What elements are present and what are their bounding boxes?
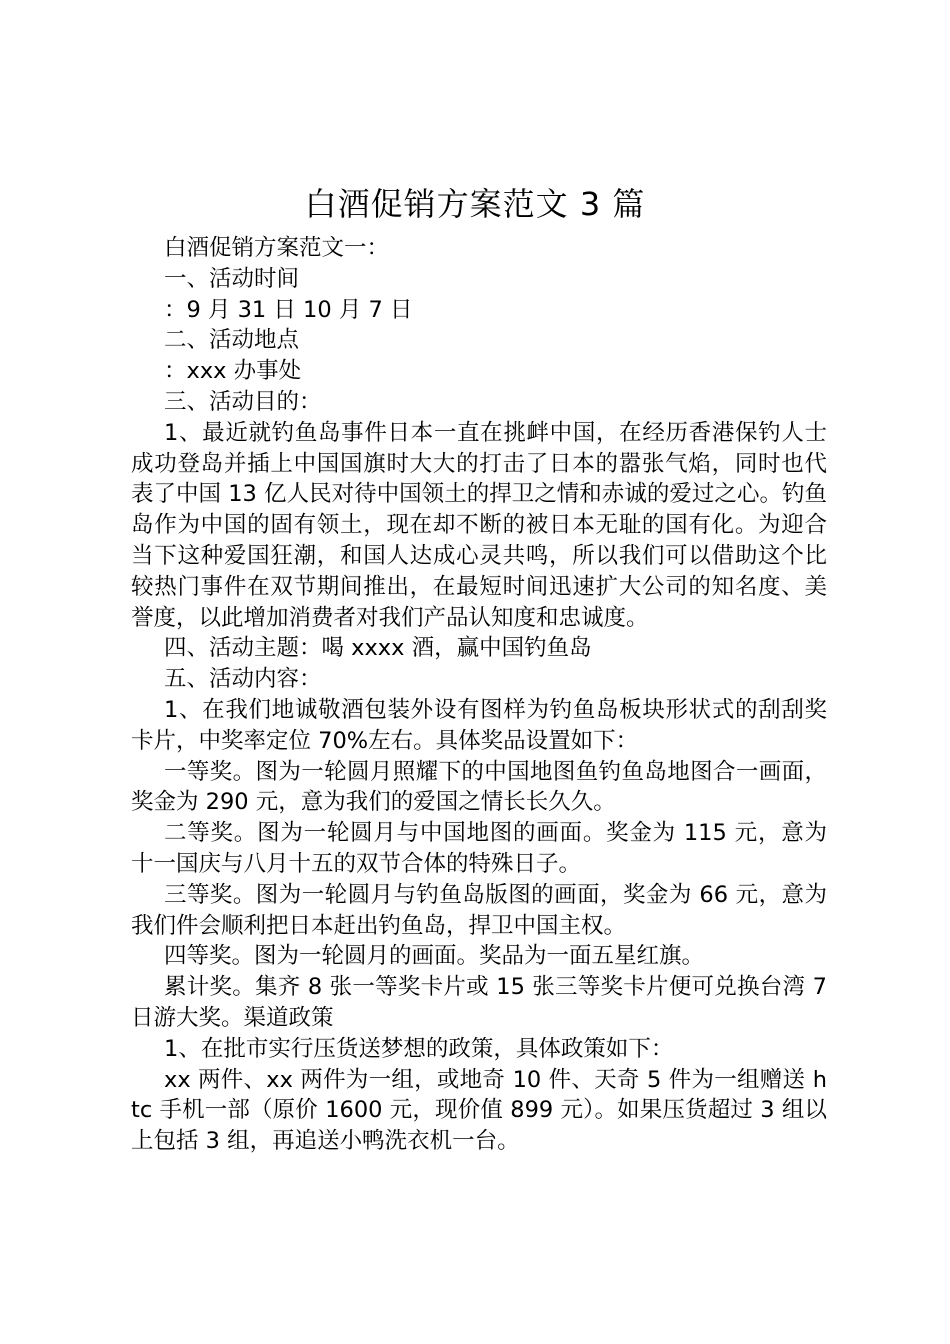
paragraph-intro: 白酒促销方案范文一： [164,235,390,261]
heading-activity-time: 一、活动时间 [164,265,300,292]
paragraph-first-prize: 一等奖。图为一轮圆月照耀下的中国地图鱼钓鱼岛地图合一画面，奖金为 290 元，意为我们的爱国之情长长久久。 [131,758,827,816]
heading-activity-theme: 四、活动主题：喝 xxxx 酒，赢中国钓鱼岛 [164,635,592,662]
activity-location-value: ：xxx 办事处 [164,358,302,385]
activity-time-value: ：9 月 31 日 10 月 7 日 [164,296,413,323]
heading-activity-purpose: 三、活动目的： [164,388,322,415]
paragraph-scratch-card: 1、在我们地诚敬酒包装外设有图样为钓鱼岛板块形状式的刮刮奖卡片，中奖率定位 70%左右。具体奖品设置如下： [131,696,827,754]
paragraph-fourth-prize: 四等奖。图为一轮圆月的画面。奖品为一面五星红旗。 [164,943,705,970]
document-body [131,233,827,1157]
paragraph-policy-detail: xx 两件、xx 两件为一组，或地奇 10 件、天奇 5 件为一组赠送 htc 手机一部（原价 1600 元，现价值 899 元）。如果压货超过 3 组以上包括 3 组，再追送小鸭洗衣机一台。 [131,1066,827,1155]
paragraph-third-prize: 三等奖。图为一轮圆月与钓鱼岛版图的画面，奖金为 66 元，意为我们件会顺利把日本赶出钓鱼岛，捍卫中国主权。 [131,881,827,939]
paragraph-cumulative-prize: 累计奖。集齐 8 张一等奖卡片或 15 张三等奖卡片便可兑换台湾 7 日游大奖。渠道政策 [131,974,827,1031]
paragraph-second-prize: 二等奖。图为一轮圆月与中国地图的画面。奖金为 115 元，意为十一国庆与八月十五的双节合体的特殊日子。 [131,820,827,877]
paragraph-purpose: 1、最近就钓鱼岛事件日本一直在挑衅中国，在经历香港保钓人士成功登岛并插上中国国旗时大大的打击了日本的嚣张气焰，同时也代表了中国 13 亿人民对待中国领土的捍卫之情和赤诚的爱过之心。钓鱼岛作为中国的固有领土，现在却不断的被日本无耻的国有化。为迎合当下这种爱国狂潮，和国人达成心灵共鸣，所以我们可以借助这个比较热门事件在双节期间推出，在最短时间迅速扩大公司的知名度、美誉度，以此增加消费者对我们产品认知度和忠诚度。 [131,419,827,631]
document-title: 白酒促销方案范文 3 篇 [304,185,646,223]
heading-activity-location: 二、活动地点 [164,327,300,354]
paragraph-channel-policy: 1、在批市实行压货送梦想的政策，具体政策如下： [164,1035,674,1062]
heading-activity-content: 五、活动内容： [164,666,322,693]
